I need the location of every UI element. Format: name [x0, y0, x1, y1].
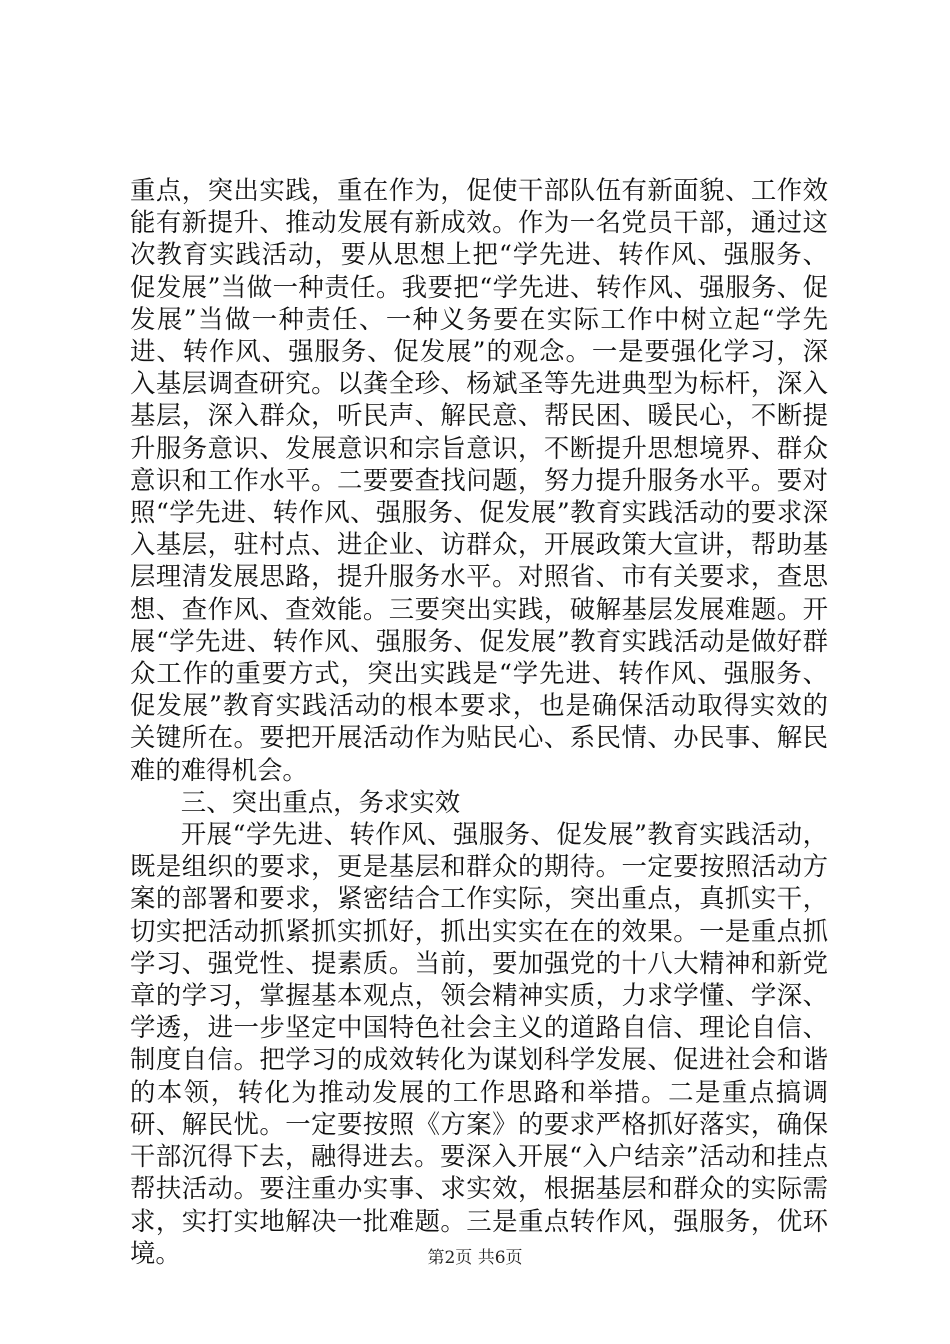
paragraph-continuation: 重点，突出实践，重在作为，促使干部队伍有新面貌、工作效能有新提升、推动发展有新成效。作为一名党员干部，通过这次教育实践活动，要从思想上把“学先进、转作风、强服务、促发展”当做一种责任。我要把“学先进、转作风、强服务、促发展”当做一种责任、一种义务要在实际工作中树立起“学先进、转作风、强服务、促发展”的观念。一是要强化学习，深入基层调查研究。以龚全珍、杨斌圣等先进典型为标杆，深入基层，深入群众，听民声、解民意、帮民困、暖民心，不断提升服务意识、发展意识和宗旨意识，不断提升思想境界、群众意识和工作水平。二要要查找问题，努力提升服务水平。要对照“学先进、转作风、强服务、促发展”教育实践活动的要求深入基层，驻村点、进企业、访群众，开展政策大宣讲，帮助基层理清发展思路，提升服务水平。对照省、市有关要求，查思想、查作风、查效能。三要突出实践，破解基层发展难题。开展“学先进、转作风、强服务、促发展”教育实践活动是做好群众工作的重要方式，突出实践是“学先进、转作风、强服务、促发展”教育实践活动的根本要求，也是确保活动取得实效的关键所在。要把开展活动作为贴民心、系民情、办民事、解民难的难得机会。 [130, 175, 828, 785]
paragraph-indented: 开展“学先进、转作风、强服务、促发展”教育实践活动，既是组织的要求，更是基层和群众的期待。一定要按照活动方案的部署和要求，紧密结合工作实际，突出重点，真抓实干，切实把活动抓紧抓实抓好，抓出实实在在的效果。一是重点抓学习、强党性、提素质。当前，要加强党的十八大精神和新党章的学习，掌握基本观点，领会精神实质，力求学懂、学深、学透，进一步坚定中国特色社会主义的道路自信、理论自信、制度自信。把学习的成效转化为谋划科学发展、促进社会和谐的本领，转化为推动发展的工作思路和举措。二是重点搞调研、解民忧。一定要按照《方案》的要求严格抓好落实，确保干部沉得下去，融得进去。要深入开展“入户结亲”活动和挂点帮扶活动。要注重办实事、求实效，根据基层和群众的实际需求，实打实地解决一批难题。三是重点转作风，强服务，优环境。 [130, 819, 828, 1268]
section-heading: 三、突出重点，务求实效 [180, 786, 461, 817]
body-text [130, 174, 828, 1269]
page-footer: 第2页 共6页 [427, 1248, 523, 1268]
